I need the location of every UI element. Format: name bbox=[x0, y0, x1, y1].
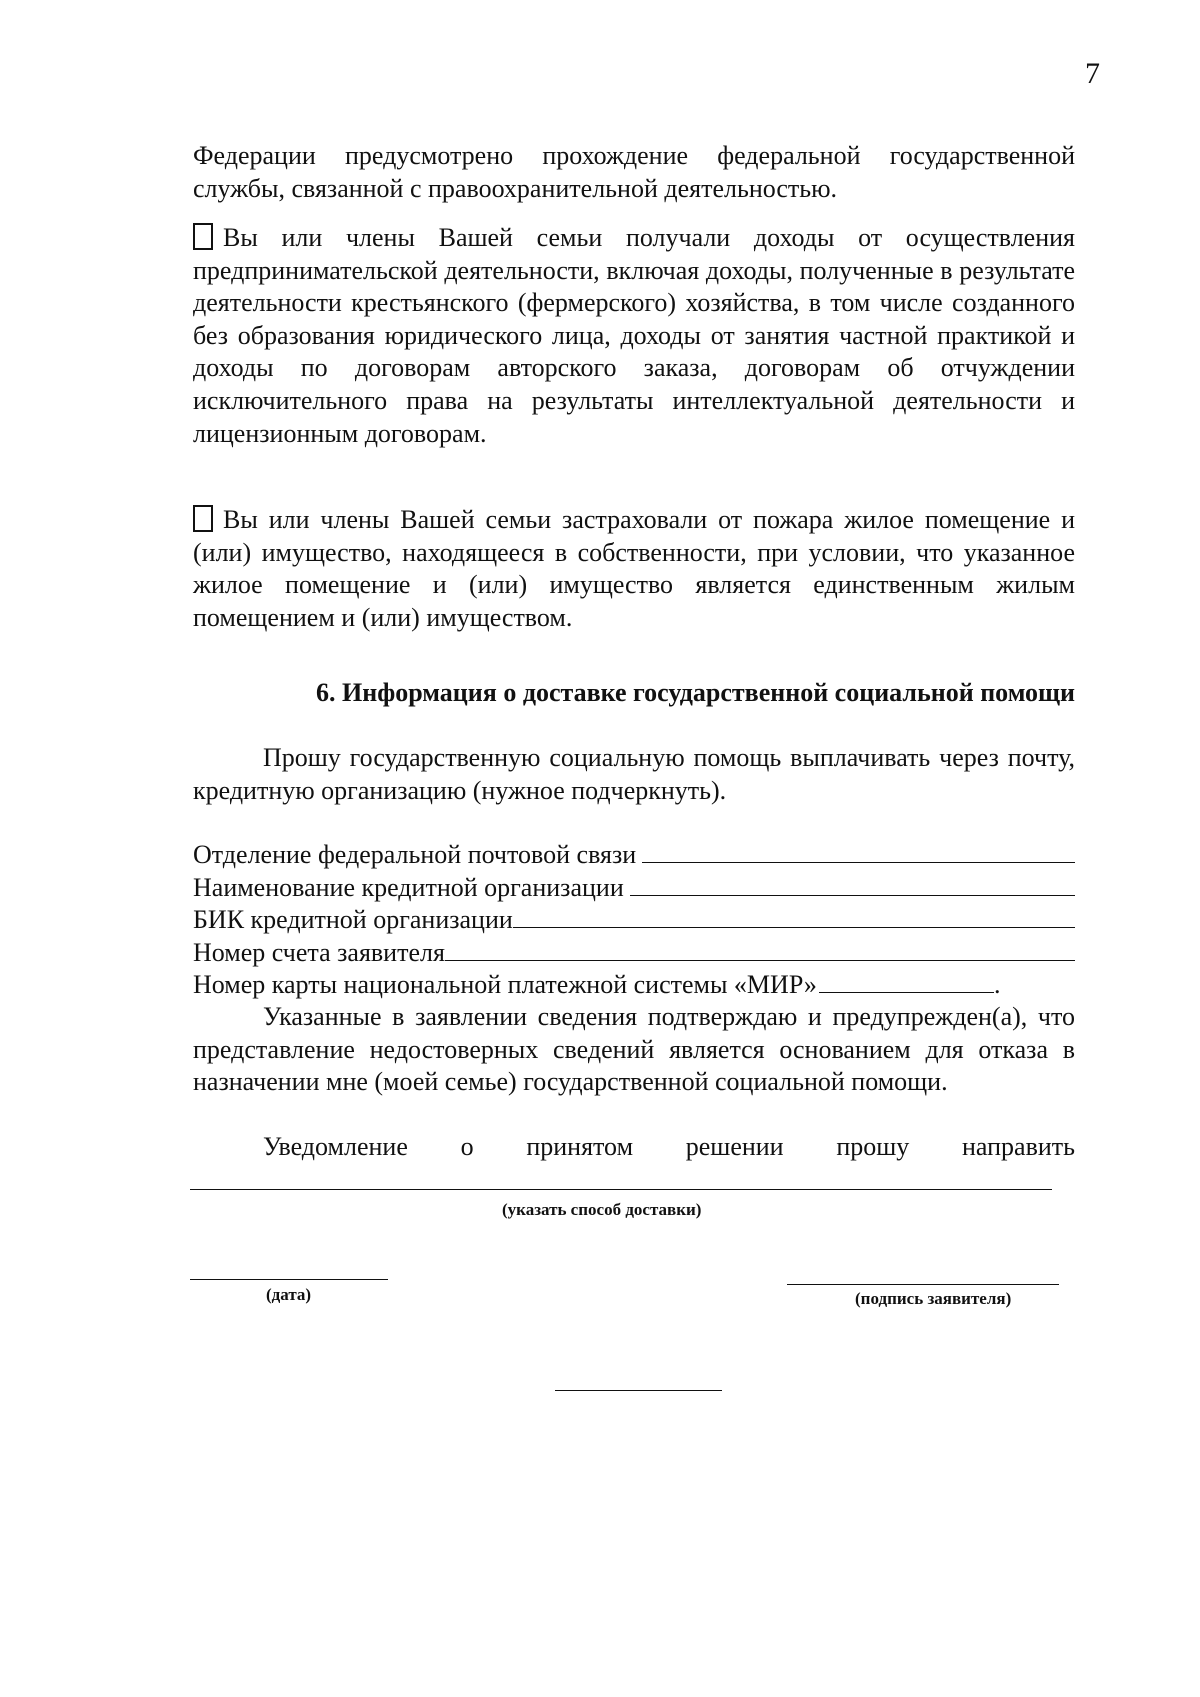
checkbox-item-fire-insurance bbox=[193, 504, 1075, 634]
intro-paragraph: Федерации предусмотрено прохождение федеральной государственной службы, связанной с правоохранительной деятельностью. bbox=[193, 141, 1075, 203]
account-number-field bbox=[193, 936, 1075, 969]
bank-name-field bbox=[193, 871, 1075, 904]
account-number-input[interactable] bbox=[445, 936, 1075, 961]
page-number: 7 bbox=[1085, 57, 1100, 90]
date-line[interactable] bbox=[190, 1279, 388, 1280]
mir-card-input[interactable] bbox=[819, 968, 994, 993]
post-office-input[interactable] bbox=[642, 838, 1075, 863]
payment-fields bbox=[193, 838, 1075, 1001]
bank-name-input[interactable] bbox=[630, 871, 1075, 896]
date-caption: (дата) bbox=[266, 1285, 312, 1304]
bik-input[interactable] bbox=[513, 903, 1075, 928]
checkbox[interactable] bbox=[193, 223, 213, 250]
delivery-method-caption: (указать способ доставки) bbox=[502, 1200, 702, 1219]
field-label: Наименование кредитной организации bbox=[193, 872, 624, 902]
notification-request: Уведомление о принятом решении прошу направить bbox=[263, 1132, 1075, 1161]
checkbox[interactable] bbox=[193, 505, 213, 532]
field-label: Отделение федеральной почтовой связи bbox=[193, 840, 637, 869]
checkbox-item-label: Вы или члены Вашей семьи получали доходы от осуществления предпринимательской деятельности, включая доходы, полученные в результате деятельности крестьянского (фермерского) хозяйства, в том числе созданного без образования юридического лица, доходы от занятия частной практикой и доходы по договорам авторского заказа, договорам об отчуждении исключительного права на результаты интеллектуальной деятельности и лицензионным договорам. bbox=[193, 223, 1075, 448]
end-divider bbox=[555, 1390, 722, 1391]
signature-line[interactable] bbox=[787, 1284, 1059, 1285]
section-heading: 6. Информация о доставке государственной социальной помощи bbox=[316, 678, 1075, 707]
delivery-request-paragraph: Прошу государственную социальную помощь выплачивать через почту, кредитную организацию (нужное подчеркнуть). bbox=[193, 743, 1075, 805]
confirmation-paragraph: Указанные в заявлении сведения подтверждаю и предупрежден(а), что представление недостоверных сведений является основанием для отказа в назначении мне (моей семье) государственной социальной помощи. bbox=[193, 1002, 1075, 1097]
signature-caption: (подпись заявителя) bbox=[855, 1289, 1012, 1308]
post-office-field bbox=[193, 838, 1075, 871]
bik-field bbox=[193, 903, 1075, 936]
checkbox-item-label: Вы или члены Вашей семьи застраховали от пожара жилое помещение и (или) имущество, находящееся в собственности, при условии, что указанное жилое помещение и (или) имущество является единственным жилым помещением и (или) имуществом. bbox=[193, 505, 1075, 632]
mir-card-field: Номер карты национальной платежной системы «МИР» . bbox=[193, 968, 1075, 1001]
field-label: Номер счета заявителя bbox=[193, 937, 445, 967]
field-label: БИК кредитной организации bbox=[193, 905, 513, 935]
field-label: Номер карты национальной платежной системы «МИР» bbox=[193, 970, 817, 1000]
delivery-method-line[interactable] bbox=[190, 1189, 1052, 1190]
checkbox-item-business-income bbox=[193, 222, 1075, 450]
